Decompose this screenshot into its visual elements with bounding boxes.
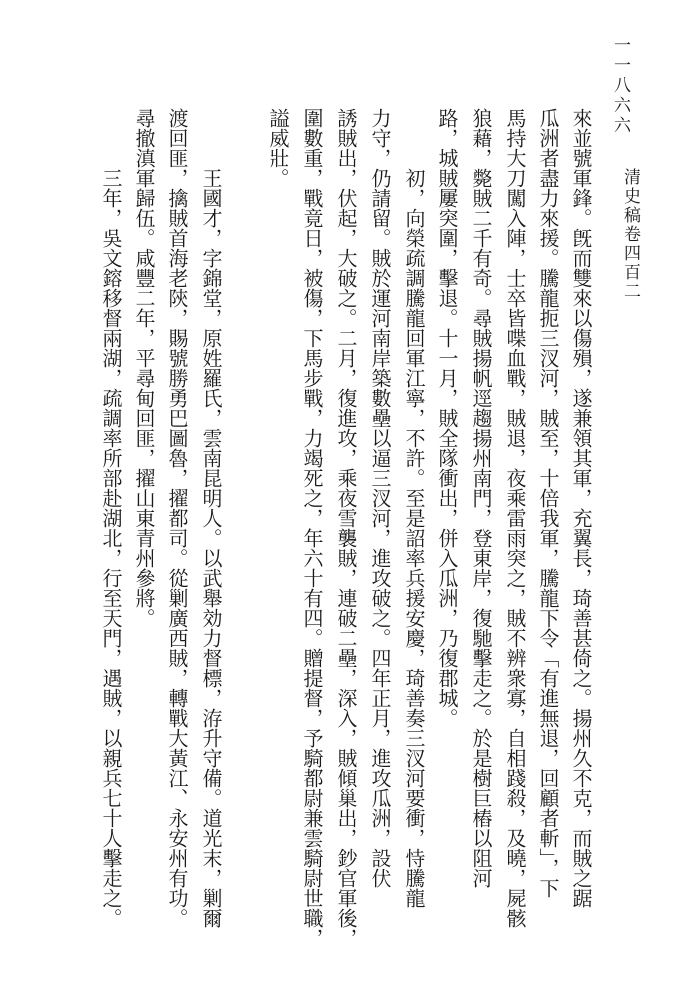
text-column-4: 狼藉，斃賊二千有奇。尋賊揚帆逕趨揚州南門，登東岸，復馳擊走之。於是樹巨樁以阻河	[469, 108, 493, 888]
text-column-11: 王國才，字錦堂，原姓羅氏，雲南昆明人。以武舉効力督標，洊升守備。道光末，剿爾	[199, 168, 223, 928]
text-column-3: 馬持大刀闖入陣，士卒皆喋血戰，賊退，夜乘雷雨突之，賊不辨衆寡，自相踐殺，及曉，屍骸	[503, 108, 527, 928]
running-title: 清史稿卷四百二	[620, 168, 640, 301]
text-column-8: 誘賊出，伏起，大破之。二月，復進攻，乘夜雪襲賊，連破二壘，深入，賊傾巢出，鈔官軍後，	[334, 108, 358, 948]
page-number: 一一八六六	[610, 36, 630, 136]
text-column-6: 初，向榮疏調騰龍回軍江寧，不許。至是詔率兵援安慶，琦善奏三汊河要衝，恃騰龍	[402, 168, 426, 908]
text-column-5: 路，城賊屢突圍，擊退。十一月，賊全隊衝出，併入瓜洲，乃復郡城。	[435, 108, 459, 728]
text-column-10: 謚威壯。	[266, 108, 290, 188]
text-column-1: 來並號軍鋒。旣而雙來以傷殞，遂兼領其軍，充翼長，琦善甚倚之。揚州久不克，而賊之踞	[569, 108, 593, 908]
text-column-9: 圍數重，戰竟日，被傷，下馬步戰，力竭死之，年六十有四。贈提督，予騎都尉兼雲騎尉世職，	[300, 108, 324, 948]
text-column-7: 力守，仍請留。賊於運河南岸築數壘以逼三汊河，進攻破之。四年正月，進攻瓜洲，設伏	[368, 108, 392, 888]
text-column-12: 渡回匪，擒賊首海老陝，賜號勝勇巴圖魯，擢都司。從剿廣西賊，轉戰大黃江、永安州有功。	[165, 108, 189, 928]
text-column-2: 瓜洲者盡力來援。騰龍扼三汊河，賊至，十倍我軍，騰龍下令「有進無退，回顧者斬」，下	[536, 108, 560, 898]
text-column-14: 三年，吳文鎔移督兩湖，疏調率所部赴湖北，行至天門，遇賊，以親兵七十人擊走之。	[99, 168, 123, 928]
text-column-13: 尋撤滇軍歸伍。咸豐二年，平尋甸回匪，擢山東青州參將。	[132, 108, 156, 628]
